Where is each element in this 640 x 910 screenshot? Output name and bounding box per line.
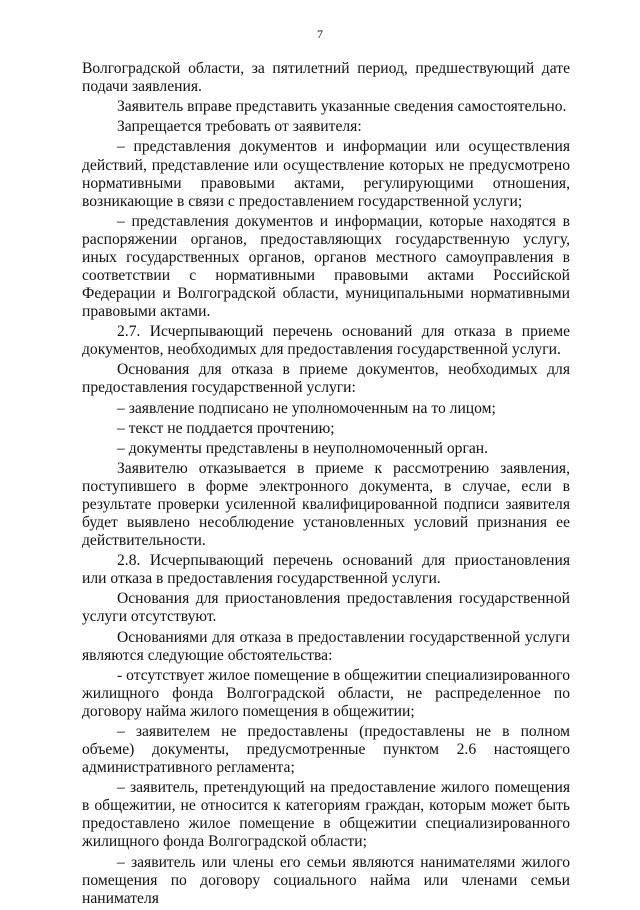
paragraph: Основания для приостановления предоставления государственной услуги отсутствуют.: [82, 590, 570, 626]
list-item: – заявителем не предоставлены (предоставлены не в полном объеме) документы, предусмотренные пунктом 2.6 настоящего административного регламента;: [82, 723, 570, 777]
section-heading-2-8: 2.8. Исчерпывающий перечень оснований для приостановления или отказа в предоставления государственной услуги.: [82, 552, 570, 588]
paragraph: Запрещается требовать от заявителя:: [117, 118, 362, 136]
paragraph: Заявителю отказывается в приеме к рассмотрению заявления, поступившего в форме электронного документа, в случае, если в результате проверки усиленной квалифицированной подписи заявителя будет выявлено несоблюдение установленных условий признания ее действительности.: [82, 459, 570, 550]
list-item: - отсутствует жилое помещение в общежитии специализированного жилищного фонда Волгоградской области, не распределенное по договору найма жилого помещения в общежитии;: [82, 666, 570, 720]
section-heading-2-7: 2.7. Исчерпывающий перечень оснований для отказа в приеме документов, необходимых для предоставления государственной услуги.: [82, 323, 570, 359]
list-item: – заявление подписано не уполномоченным на то лицом;: [117, 399, 496, 417]
page-number: 7: [317, 27, 323, 41]
list-item: – текст не поддается прочтению;: [117, 419, 335, 437]
paragraph: Основаниями для отказа в предоставлении государственной услуги являются следующие обстоятельства:: [82, 628, 570, 664]
paragraph: Волгоградской области, за пятилетний период, предшествующий дате подачи заявления.: [82, 60, 570, 96]
document-body: [82, 60, 570, 910]
paragraph: Заявитель вправе представить указанные сведения самостоятельно.: [117, 98, 567, 116]
list-item: – представления документов и информации или осуществления действий, представление или осуществление которых не предусмотрено нормативными правовыми актами, регулирующими отношения, возникающие в связи с предоставлением государственной услуги;: [82, 138, 570, 210]
list-item: – заявитель, претендующий на предоставление жилого помещения в общежитии, не относится к категориям граждан, которым может быть предоставлено жилое помещение в общежитии специализированного жилищного фонда Волгоградской области;: [82, 779, 570, 851]
list-item: – представления документов и информации, которые находятся в распоряжении органов, предоставляющих государственную услугу, иных государственных органов, органов местного самоуправления в соответствии с нормативными правовыми актами Российской Федерации и Волгоградской области, муниципальными нормативными правовыми актами.: [82, 212, 570, 320]
list-item: – заявитель или члены его семьи являются нанимателями жилого помещения по договору социального найма или членами семьи нанимателя: [82, 853, 570, 907]
paragraph: Основания для отказа в приеме документов, необходимых для предоставления государственной услуги:: [82, 361, 570, 397]
list-item: – документы представлены в неуполномоченный орган.: [117, 439, 489, 457]
